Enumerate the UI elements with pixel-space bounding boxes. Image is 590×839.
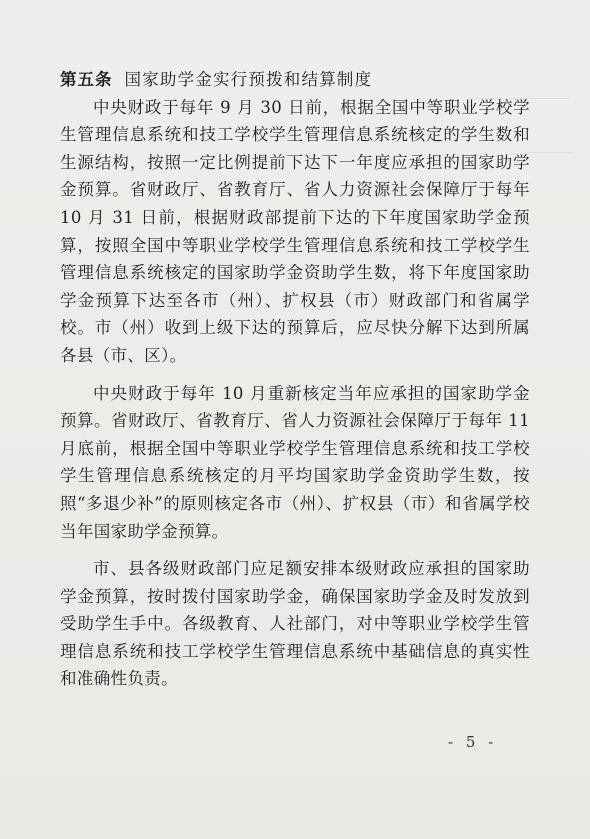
article-title: 国家助学金实行预拨和结算制度 (124, 70, 373, 89)
article-body (60, 66, 530, 693)
paragraph-1: 中央财政于每年 9 月 30 日前，根据全国中等职业学校学生管理信息系统和技工学校学生管理信息系统核定的学生数和生源结构，按照一定比例提前下达下一年度应承担的国家助学金预算。省财政厅、省教育厅、省人力资源社会保障厅于每年 10 月 31 日前，根据财政部提前下达的下年度国家助学金预算，按照全国中等职业学校学生管理信息系统和技工学校学生管理信息系统核定的国家助学金资助学生数，将下年度国家助学金预算下达至各市（州）、扩权县（市）财政部门和省属学校。市（州）收到上级下达的预算后，应尽快分解下达到所属各县（市、区）。 (60, 97, 530, 365)
article-heading (60, 66, 530, 94)
paragraph-2: 中央财政于每年 10 月重新核定当年应承担的国家助学金预算。省财政厅、省教育厅、省人力资源社会保障厅于每年 11 月底前，根据全国中等职业学校学生管理信息系统和技工学校学生管理信息系统核定的月平均国家助学金资助学生数，按照“多退少补”的原则核定各市（州）、扩权县（市）和省属学校当年国家助学金预算。 (60, 383, 530, 541)
paragraph-3: 市、县各级财政部门应足额安排本级财政应承担的国家助学金预算，按时拨付国家助学金，确保国家助学金及时发放到受助学生手中。各级教育、人社部门，对中等职业学校学生管理信息系统和技工学校学生管理信息系统中基础信息的真实性和准确性负责。 (60, 559, 530, 689)
page-number: - 5 - (448, 733, 498, 751)
article-number: 第五条 (60, 70, 113, 89)
